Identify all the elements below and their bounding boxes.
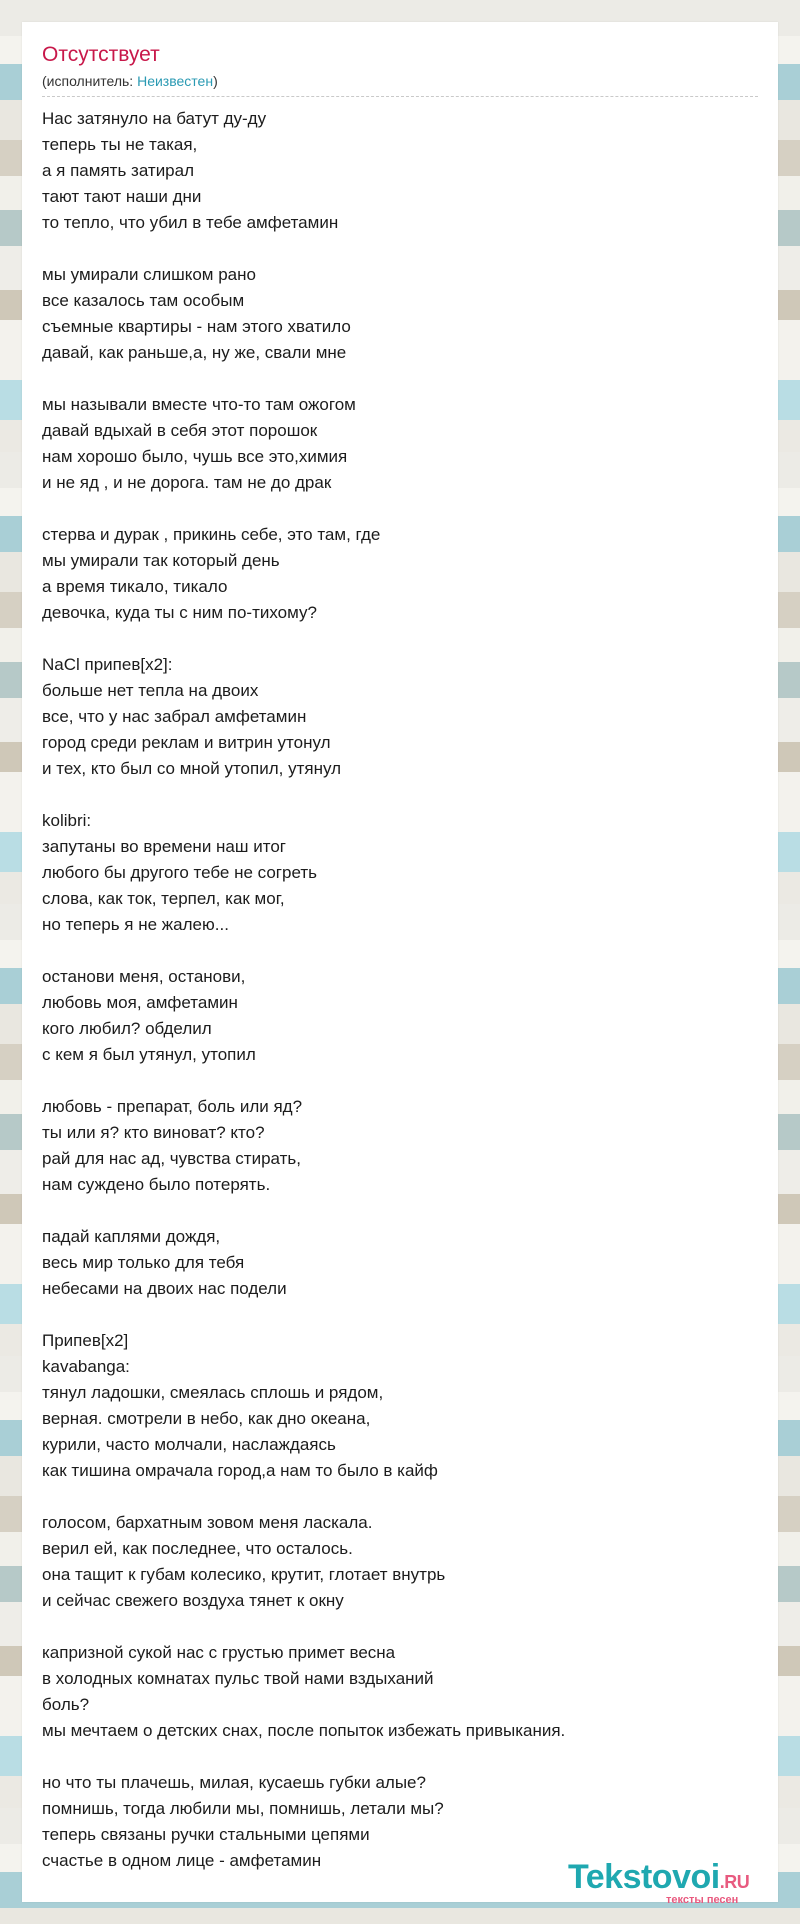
lyrics-line: но что ты плачешь, милая, кусаешь губки алые? [42, 1773, 426, 1792]
lyrics-line: NaCl припев[x2]: [42, 655, 173, 674]
lyrics-stanza [42, 1328, 758, 1484]
lyrics-line: давай вдыхай в себя этот порошок [42, 421, 318, 440]
lyrics-line: в холодных комнатах пульс твой нами вздыханий [42, 1669, 434, 1688]
lyrics-line: стерва и дурак , прикинь себе, это там, где [42, 525, 381, 544]
song-header [42, 42, 758, 97]
lyrics-card [22, 22, 778, 1906]
lyrics-line: все, что у нас забрал амфетамин [42, 707, 307, 726]
lyrics-line: мы называли вместе что-то там ожогом [42, 395, 356, 414]
lyrics-stanza [42, 522, 758, 626]
song-title: Отсутствует [42, 43, 160, 66]
lyrics-stanza [42, 392, 758, 496]
lyrics-stanza [42, 652, 758, 782]
lyrics-line: падай каплями дождя, [42, 1227, 221, 1246]
lyrics-line: все казалось там особым [42, 291, 245, 310]
lyrics-stanza [42, 262, 758, 366]
lyrics-line: останови меня, останови, [42, 967, 246, 986]
artist-line [42, 72, 758, 97]
lyrics-line: больше нет тепла на двоих [42, 681, 259, 700]
lyrics-line: тянул ладошки, смеялась сплошь и рядом, [42, 1383, 384, 1402]
lyrics-line: kavabanga: [42, 1357, 130, 1376]
lyrics-line: любовь - препарат, боль или яд? [42, 1097, 303, 1116]
lyrics-line: помнишь, тогда любили мы, помнишь, летали мы? [42, 1799, 444, 1818]
lyrics-line: с кем я был утянул, утопил [42, 1045, 256, 1064]
lyrics-line: теперь ты не такая, [42, 135, 198, 154]
lyrics-line: рай для нас ад, чувства стирать, [42, 1149, 301, 1168]
lyrics-line: запутаны во времени наш итог [42, 837, 286, 856]
lyrics-line: весь мир только для тебя [42, 1253, 245, 1272]
lyrics-line: Нас затянуло на батут ду-ду [42, 109, 267, 128]
lyrics-line: тают тают наши дни [42, 187, 202, 206]
lyrics-line: капризной сукой нас с грустью примет весна [42, 1643, 396, 1662]
logo-tagline: тексты песен [666, 1894, 739, 1906]
lyrics-line: нам хорошо было, чушь все это,химия [42, 447, 348, 466]
lyrics-line: счастье в одном лице - амфетамин [42, 1851, 322, 1870]
lyrics-line: как тишина омрачала город,а нам то было в кайф [42, 1461, 438, 1480]
lyrics-line: съемные квартиры - нам этого хватило [42, 317, 351, 336]
lyrics-line: небесами на двоих нас подели [42, 1279, 287, 1298]
lyrics-line: курили, часто молчали, наслаждаясь [42, 1435, 336, 1454]
lyrics-stanza [42, 1094, 758, 1198]
logo-main-text: Tekstovoi [568, 1858, 720, 1896]
lyrics-line: и тех, кто был со мной утопил, утянул [42, 759, 342, 778]
logo-tld: .RU [719, 1872, 750, 1892]
lyrics-stanza [42, 1224, 758, 1302]
lyrics-line: kolibri: [42, 811, 92, 830]
lyrics-line: она тащит к губам колесико, крутит, глотает внутрь [42, 1565, 446, 1584]
lyrics-line: но теперь я не жалею... [42, 915, 229, 934]
lyrics-stanza [42, 964, 758, 1068]
lyrics-stanza [42, 1510, 758, 1614]
lyrics-line: теперь связаны ручки стальными цепями [42, 1825, 370, 1844]
lyrics-line: кого любил? обделил [42, 1019, 212, 1038]
lyrics-line: и сейчас свежего воздуха тянет к окну [42, 1591, 344, 1610]
lyrics-stanza [42, 106, 758, 236]
lyrics-line: город среди реклам и витрин утонул [42, 733, 331, 752]
lyrics-line: голосом, бархатным зовом меня ласкала. [42, 1513, 373, 1532]
lyrics-line: мы мечтаем о детских снах, после попыток избежать привыкания. [42, 1721, 566, 1740]
lyrics-line: мы умирали так который день [42, 551, 280, 570]
lyrics-line: и не яд , и не дорога. там не до драк [42, 473, 332, 492]
lyrics-line: любого бы другого тебе не согреть [42, 863, 317, 882]
lyrics-line: верная. смотрели в небо, как дно океана, [42, 1409, 371, 1428]
artist-link[interactable]: Неизвестен [137, 73, 214, 89]
lyrics-line: девочка, куда ты с ним по-тихому? [42, 603, 317, 622]
lyrics-line: верил ей, как последнее, что осталось. [42, 1539, 353, 1558]
lyrics-line: нам суждено было потерять. [42, 1175, 271, 1194]
lyrics-text [42, 106, 758, 1900]
lyrics-stanza [42, 1640, 758, 1744]
site-logo[interactable] [568, 1858, 778, 1908]
lyrics-stanza [42, 808, 758, 938]
lyrics-line: любовь моя, амфетамин [42, 993, 238, 1012]
lyrics-line: ты или я? кто виноват? кто? [42, 1123, 265, 1142]
lyrics-line: слова, как ток, терпел, как мог, [42, 889, 285, 908]
lyrics-line: мы умирали слишком рано [42, 265, 256, 284]
artist-prefix: (исполнитель: [42, 73, 138, 89]
artist-suffix: ) [213, 73, 218, 89]
lyrics-line: а время тикало, тикало [42, 577, 228, 596]
lyrics-line: боль? [42, 1695, 90, 1714]
lyrics-line: то тепло, что убил в тебе амфетамин [42, 213, 339, 232]
lyrics-line: Припев[x2] [42, 1331, 129, 1350]
lyrics-line: а я память затирал [42, 161, 195, 180]
lyrics-line: давай, как раньше,а, ну же, свали мне [42, 343, 347, 362]
